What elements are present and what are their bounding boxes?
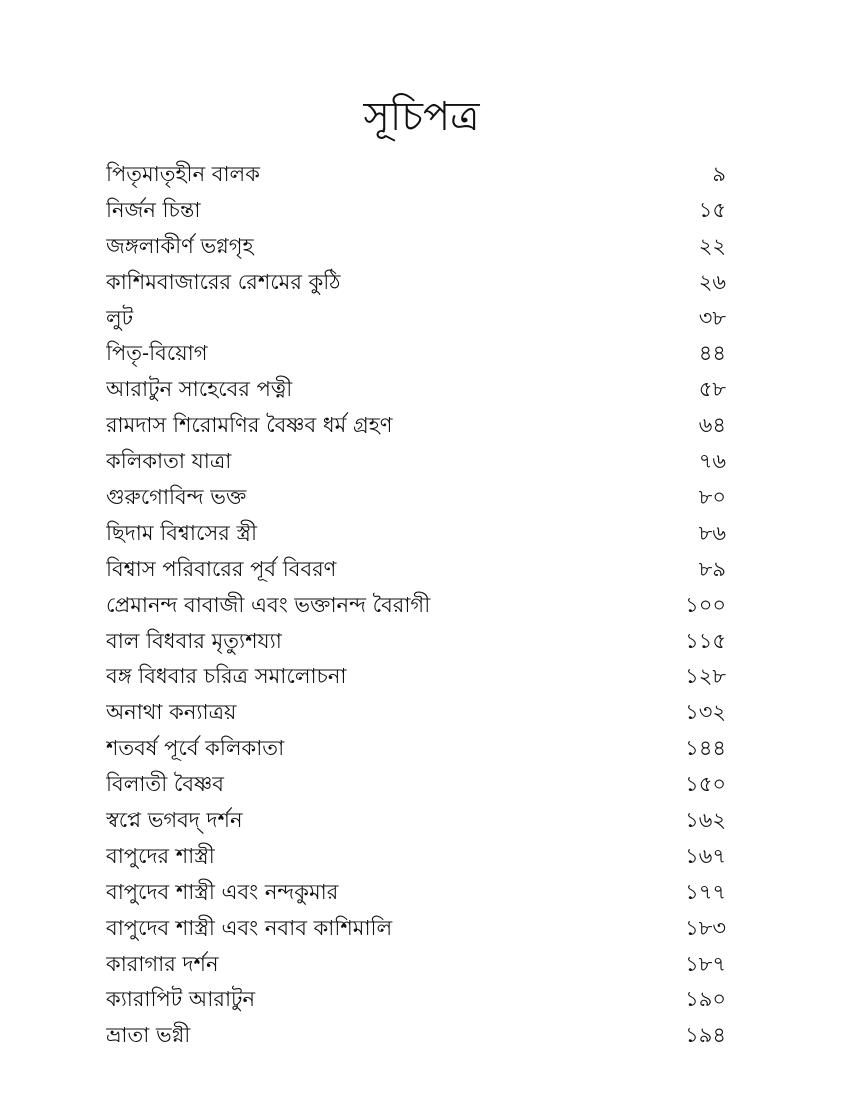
toc-entry-page-number: ১১৫ xyxy=(685,628,726,653)
toc-entry-page-number: ২২ xyxy=(698,233,726,258)
toc-entry-page-number: ৭৬ xyxy=(698,449,726,474)
toc-entry-page-number: ১৮৭ xyxy=(685,951,726,976)
toc-entry-page-number: ১৯৪ xyxy=(685,1023,726,1048)
toc-entry-page-number: ১২৮ xyxy=(685,664,726,689)
toc-entry xyxy=(106,875,726,911)
toc-entry-page-number: ৫৮ xyxy=(698,377,726,402)
toc-entry-page-number: ১৬২ xyxy=(685,808,726,833)
toc-entry xyxy=(106,803,726,839)
toc-entry xyxy=(106,444,726,480)
toc-entry-title: পিতৃমাতৃহীন বালক xyxy=(106,162,260,186)
toc-entry xyxy=(106,731,726,767)
toc-entry-title: বাল বিধবার মৃত্যুশয্যা xyxy=(106,628,282,653)
toc-entry xyxy=(106,982,726,1018)
toc-entry xyxy=(106,408,726,444)
toc-entry-title: লুট xyxy=(106,305,134,330)
toc-entry-title: বাপুদের শাস্ত্রী xyxy=(106,843,215,868)
toc-entry xyxy=(106,480,726,516)
toc-entry xyxy=(106,911,726,947)
toc-entry xyxy=(106,157,726,193)
toc-entry-page-number: ৮৬ xyxy=(698,520,726,545)
toc-entry-title: কাশিমবাজারের রেশমের কুঠি xyxy=(106,269,341,294)
toc-entry-title: কারাগার দর্শন xyxy=(106,951,219,976)
toc-entry-page-number: ১৯০ xyxy=(685,987,726,1012)
toc-entry-title: গুরুগোবিন্দ ভক্ত xyxy=(106,485,247,510)
toc-entry-title: কলিকাতা যাত্রা xyxy=(106,449,232,474)
toc-entry xyxy=(106,659,726,695)
toc-entry-page-number: ৮০ xyxy=(698,485,726,510)
toc-entry xyxy=(106,193,726,229)
toc-entry xyxy=(106,947,726,983)
toc-entry xyxy=(106,1018,726,1054)
toc-entry-page-number: ১০০ xyxy=(685,592,726,617)
page-title: সূচিপত্র xyxy=(363,93,480,140)
toc-entry-page-number: ৬৪ xyxy=(698,413,726,438)
toc-entry xyxy=(106,265,726,301)
toc-entry-title: বাপুদেব শাস্ত্রী এবং নন্দকুমার xyxy=(106,879,339,904)
toc-entry-title: জঙ্গলাকীর্ণ ভগ্নগৃহ xyxy=(106,233,254,258)
toc-entry-page-number: ৪৪ xyxy=(698,341,726,366)
toc-entry xyxy=(106,839,726,875)
toc-entry-page-number: ১৫০ xyxy=(685,772,726,797)
toc-entry-title: অনাথা কন্যাত্রয় xyxy=(106,700,237,725)
toc-entry xyxy=(106,516,726,552)
toc-entry-page-number: ১৪৪ xyxy=(685,736,726,761)
toc-entry-title: বিলাতী বৈষ্ণব xyxy=(106,772,224,797)
toc-entry-page-number: ১৭৭ xyxy=(685,879,726,904)
toc-entry-page-number: ১৩২ xyxy=(685,700,726,725)
toc-entry-page-number: ২৬ xyxy=(698,269,726,294)
toc-entry-page-number: ১৬৭ xyxy=(685,843,726,868)
toc-entry xyxy=(106,301,726,337)
toc-entry-title: ভ্রাতা ভগ্নী xyxy=(106,1023,191,1048)
toc-entry-page-number: ৯ xyxy=(712,162,726,186)
toc-entry-title: নির্জন চিন্তা xyxy=(106,197,201,222)
toc-entry xyxy=(106,372,726,408)
toc-entry-title: পিতৃ-বিয়োগ xyxy=(106,341,208,366)
toc-entry-page-number: ৩৮ xyxy=(698,305,726,330)
toc-entry-page-number: ৮৯ xyxy=(698,556,726,581)
toc-entry-page-number: ১৫ xyxy=(698,197,726,222)
toc-entry xyxy=(106,588,726,624)
toc-entry xyxy=(106,336,726,372)
toc-entry xyxy=(106,695,726,731)
toc-entry-title: প্রেমানন্দ বাবাজী এবং ভক্তানন্দ বৈরাগী xyxy=(106,592,431,617)
toc-entry-title: স্বপ্নে ভগবদ্ দর্শন xyxy=(106,808,243,833)
toc-entry-title: বাপুদেব শাস্ত্রী এবং নবাব কাশিমালি xyxy=(106,915,393,940)
toc-entry xyxy=(106,767,726,803)
toc-entry-title: বিশ্বাস পরিবারের পূর্ব বিবরণ xyxy=(106,556,337,581)
toc-entry-title: ক্যারাপিট আরাটুন xyxy=(106,987,256,1012)
toc-entry xyxy=(106,624,726,660)
toc-entry xyxy=(106,229,726,265)
toc-entry-page-number: ১৮৩ xyxy=(685,915,726,940)
toc-entry-title: বঙ্গ বিধবার চরিত্র সমালোচনা xyxy=(106,664,347,689)
toc-entry-title: রামদাস শিরোমণির বৈষ্ণব ধর্ম গ্রহণ xyxy=(106,413,393,438)
table-of-contents xyxy=(106,157,726,1054)
toc-entry-title: ছিদাম বিশ্বাসের স্ত্রী xyxy=(106,520,257,545)
toc-entry-title: শতবর্ষ পূর্বে কলিকাতা xyxy=(106,736,285,761)
toc-entry xyxy=(106,552,726,588)
toc-entry-title: আরাটুন সাহেবের পত্নী xyxy=(106,377,293,402)
